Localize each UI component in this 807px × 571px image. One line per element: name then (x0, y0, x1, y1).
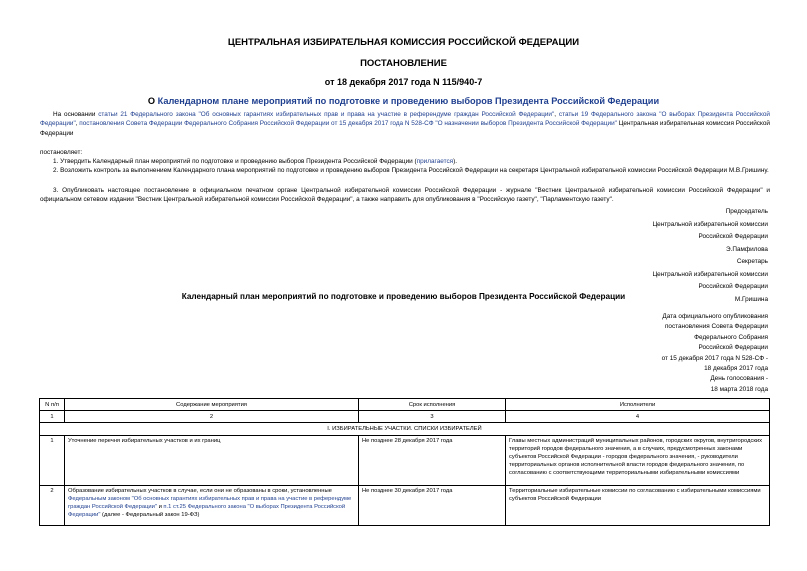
row-deadline: Не позднее 30 декабря 2017 года (359, 485, 506, 525)
dates-line: 18 марта 2018 года (710, 385, 768, 393)
dates-block (568, 312, 768, 395)
row-content-text: Образование избирательных участков в случае, если они не образованы в сроки, установленные (68, 488, 332, 495)
header-cell-content: Содержание мероприятия (65, 399, 359, 411)
dates-line: 18 декабря 2017 года (704, 365, 768, 373)
header-cell-number: N п/п (40, 399, 65, 411)
signature-line: Центральной избирательной комиссии (652, 270, 768, 278)
preamble-text-3: , (75, 120, 80, 128)
law-link-guarantees[interactable]: Федеральным законом "Об основных гарантиях избирательных прав и права на участие в референдуме граждан Российской Федерации" (68, 496, 352, 511)
commission-heading: ЦЕНТРАЛЬНАЯ ИЗБИРАТЕЛЬНАЯ КОМИССИЯ РОССИЙСКОЙ ФЕДЕРАЦИИ (227, 37, 580, 48)
row-content: Уточнение перечня избирательных участков и их границ (65, 435, 359, 485)
plan-title: Календарный план мероприятий по подготовке и проведению выборов Президента Российской Федерации (181, 292, 626, 301)
item-3: 3. Опубликовать настоящее постановление в официальном печатном органе Центральной избирательной комиссии Российской Федерации - журнале "Вестник Центральной избирательной комиссии Российской Федерации" и официальном сетевом издании "Вестник Центральной избирательной комиссии Российской Федерации", а также направить для опубликования в "Российскую газету", "Парламентскую газету". (40, 187, 770, 204)
resolution-link-528[interactable]: постановления Совета Федерации Федерального Собрания Российской Федерации от 15 декабря 2017 года N 528-СФ "О назначении выборов Президента Российской Федерации" (79, 120, 617, 128)
item-2: 2. Возложить контроль за выполнением Календарного плана мероприятий по подготовке и проведению выборов Президента Российской Федерации на секретаря Центральной избирательной комиссии Российской Федерации М.В.Гришину. (53, 167, 769, 174)
section-heading: I. ИЗБИРАТЕЛЬНЫЕ УЧАСТКИ. СПИСКИ ИЗБИРАТЕЛЕЙ (40, 423, 770, 435)
item-1 (40, 157, 770, 166)
dates-line: Федерального Собрания (694, 333, 768, 341)
table-row (40, 435, 770, 485)
row-executors: Главы местных администраций муниципальных районов, городских округов, внутригородских территорий городов федерального значения, а в случаях, предусмотренных законами субъектов Российской Федерации - городов федерального значения, - руководители территориальных органов исполнительной власти городов федерального значения, по согласованию с соответствующими территориальными избирательными комиссиями (506, 435, 770, 485)
dates-line: День голосования - (710, 375, 768, 383)
column-number: 2 (65, 411, 359, 423)
row-number: 1 (40, 435, 65, 485)
row-executors: Территориальные избирательные комиссии по согласованию с избирательными комиссиями субъектов Российской Федерации (506, 485, 770, 525)
row-number: 2 (40, 485, 65, 525)
header-cell-executors: Исполнители (506, 399, 770, 411)
document-type: ПОСТАНОВЛЕНИЕ (360, 58, 447, 69)
row-content-text: (далее - Федеральный закон 19-ФЗ) (100, 512, 200, 519)
signature-line: Э.Памфилова (726, 245, 768, 253)
table-row (40, 485, 770, 525)
law-link-article-25[interactable]: п.1 ст.25 Федерального закона "О выборах Президента Российской Федерации" (68, 504, 346, 519)
column-number: 3 (359, 411, 506, 423)
preamble-paragraph (40, 110, 770, 138)
title-prefix: О (147, 96, 158, 106)
dates-line: постановления Совета Федерации (664, 323, 768, 331)
item-1-end: ). (453, 158, 458, 165)
dates-line: Дата официального опубликования (662, 313, 768, 320)
signature-line: Российской Федерации (698, 233, 768, 240)
signature-line: М.Гришина (734, 295, 768, 303)
calendar-plan-table (39, 398, 770, 526)
law-link-article-19[interactable]: статьи 19 Федерального закона "О выборах Президента Российской Федерации" (40, 111, 770, 128)
signature-block (568, 206, 768, 306)
title-link[interactable]: Календарном плане мероприятий по подготовке и проведению выборов Президента Российской Федерации (157, 96, 660, 106)
column-number-row (40, 411, 770, 423)
preamble-text-1: На основании (53, 111, 99, 118)
signature-line: Центральной избирательной комиссии (652, 220, 768, 228)
resolves-text: постановляет: (40, 149, 83, 156)
dates-line: от 15 декабря 2017 года N 528-СФ - (661, 354, 768, 362)
item-1-text: 1. Утвердить Календарный план мероприятий по подготовке и проведению выборов Президента Российской Федерации ( (53, 158, 417, 165)
table-header-row (40, 399, 770, 411)
row-content (65, 485, 359, 525)
row-content-text: и (156, 504, 164, 511)
signature-line: Председатель (725, 208, 768, 215)
document-title (0, 96, 807, 106)
attached-link[interactable]: прилагается (416, 158, 454, 165)
document-date-number: от 18 декабря 2017 года N 115/940-7 (324, 77, 483, 87)
column-number: 1 (40, 411, 65, 423)
row-deadline: Не позднее 28 декабря 2017 года (359, 435, 506, 485)
column-number: 4 (506, 411, 770, 423)
section-row (40, 423, 770, 435)
signature-line: Российской Федерации (698, 283, 768, 290)
header-cell-deadline: Срок исполнения (359, 399, 506, 411)
dates-line: Российской Федерации (698, 344, 768, 352)
preamble-text-2: , (554, 111, 559, 118)
law-link-article-21[interactable]: статьи 21 Федерального закона "Об основных гарантиях избирательных прав и права на участие в референдуме граждан Российской Федерации" (98, 111, 555, 118)
preamble-text-4: Центральная избирательная комиссия Российской Федерации (40, 120, 770, 137)
signature-line: Секретарь (736, 258, 768, 265)
